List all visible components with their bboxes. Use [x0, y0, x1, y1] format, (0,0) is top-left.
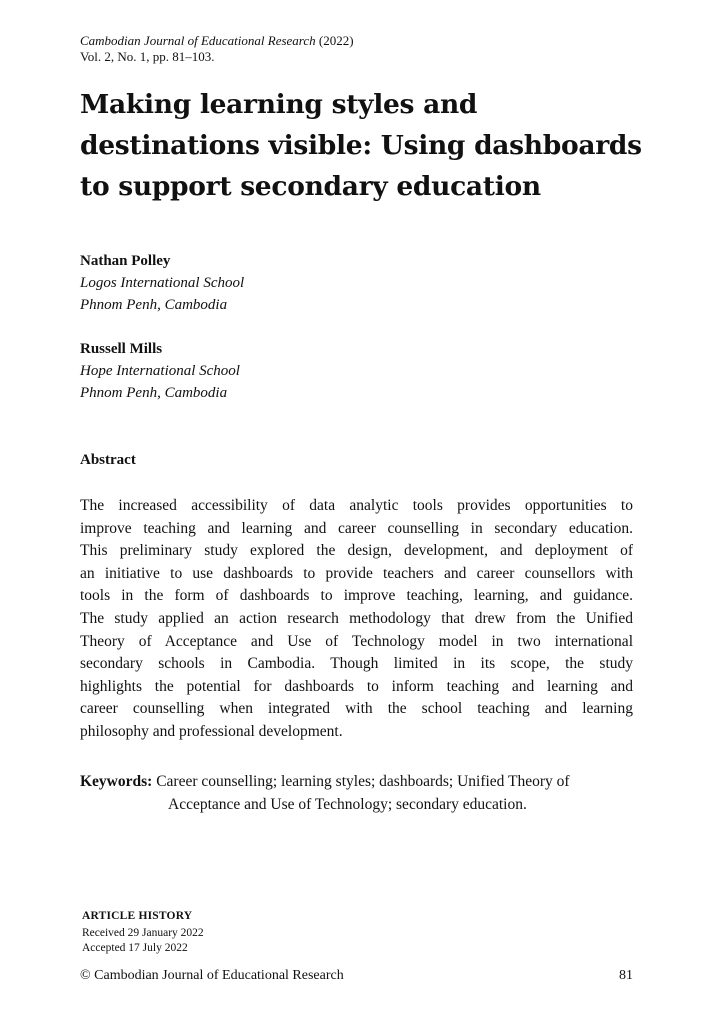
author-block: [80, 250, 244, 316]
abstract-line: an initiative to use dashboards to provide teachers and career counsellors with: [80, 564, 633, 582]
article-history: [82, 909, 204, 956]
keywords: [80, 770, 633, 816]
abstract-line: secondary schools in Cambodia. Though limited in its scope, the study: [80, 655, 633, 673]
author-name: Nathan Polley: [80, 253, 171, 269]
journal-citation: [80, 33, 354, 49]
accepted-date: Accepted 17 July 2022: [82, 942, 188, 954]
copyright-notice: © Cambodian Journal of Educational Research: [80, 968, 344, 983]
author-location: Phnom Penh, Cambodia: [80, 297, 228, 313]
abstract-line: Theory of Acceptance and Use of Technology model in two international: [80, 632, 633, 650]
keywords-line: Acceptance and Use of Technology; secondary education.: [168, 796, 527, 813]
author-name: Russell Mills: [80, 341, 163, 357]
abstract-line: philosophy and professional development.: [80, 722, 343, 740]
keywords-line: Career counselling; learning styles; dashboards; Unified Theory of: [156, 773, 570, 790]
keywords-label: Keywords:: [80, 773, 153, 790]
abstract-body: [80, 495, 633, 744]
page-number: 81: [619, 968, 633, 983]
journal-header: [80, 33, 354, 65]
journal-name: Cambodian Journal of Educational Research: [80, 33, 316, 48]
abstract-line: The increased accessibility of data analytic tools provides opportunities to: [80, 497, 633, 514]
author-affiliation: Logos International School: [80, 275, 245, 291]
author-location: Phnom Penh, Cambodia: [80, 385, 228, 401]
volume-line: Vol. 2, No. 1, pp. 81–103.: [80, 49, 215, 64]
article-history-heading: ARTICLE HISTORY: [82, 910, 193, 922]
abstract-line: tools in the form of dashboards to improve teaching, learning, and guidance.: [80, 587, 633, 605]
journal-year: (2022): [318, 33, 354, 48]
paper-title: Making learning styles and destinations visible: Using dashboards to support secondary education: [80, 89, 642, 202]
abstract-line: This preliminary study explored the design, development, and deployment of: [80, 542, 633, 560]
page-footer: [80, 968, 633, 984]
author-block: [80, 338, 240, 404]
received-date: Received 29 January 2022: [82, 927, 204, 939]
abstract-line: career counselling when integrated with the school teaching and learning: [80, 700, 633, 718]
abstract-line: The study applied an action research methodology that drew from the Unified: [80, 609, 633, 627]
abstract-line: improve teaching and learning and career counselling in secondary education.: [80, 519, 633, 537]
abstract-line: highlights the potential for dashboards to inform teaching and learning and: [80, 677, 633, 695]
abstract-heading: Abstract: [80, 452, 136, 468]
author-affiliation: Hope International School: [80, 363, 240, 379]
